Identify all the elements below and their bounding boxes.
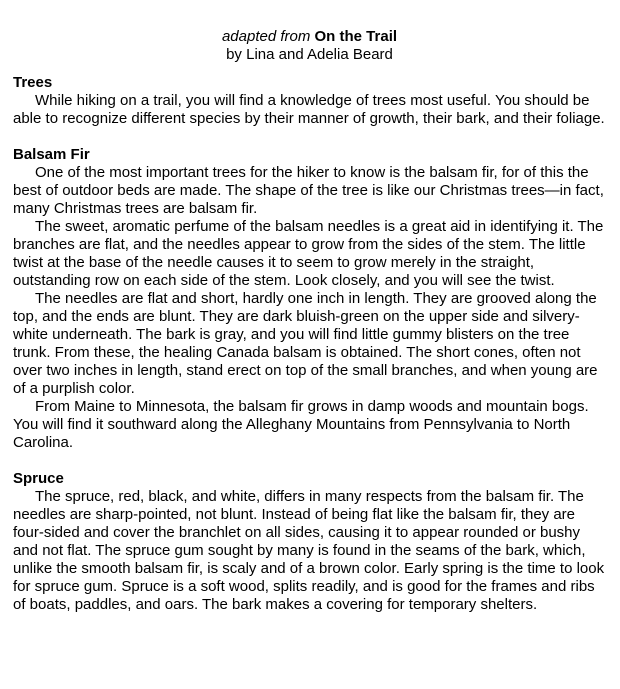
source-line [13, 28, 606, 46]
section-heading: Balsam Fir [13, 146, 90, 163]
byline: by Lina and Adelia Beard [226, 46, 393, 63]
book-title: On the Trail [314, 28, 398, 45]
paragraph: From Maine to Minnesota, the balsam fir grows in damp woods and mountain bogs. You will find it southward along the Alleghany Mountains from Pennsylvania to North Carolina. [13, 398, 589, 451]
section-trees [13, 74, 606, 128]
paragraph: One of the most important trees for the hiker to know is the balsam fir, for of this the best of outdoor beds are made. The shape of the tree is like our Christmas trees—in fact, many Christmas trees are balsam fir. [13, 164, 604, 217]
section-heading: Trees [13, 74, 53, 91]
paragraph: The needles are flat and short, hardly one inch in length. They are grooved along the top, and the ends are blunt. They are dark bluish-green on the upper side and silvery-white underneath. The bark is gray, and you will find little gummy blisters on the tree trunk. From these, the healing Canada balsam is obtained. The short cones, often not over two inches in length, stand erect on top of the small branches, and when young are of a purplish color. [13, 290, 598, 397]
paragraph: The sweet, aromatic perfume of the balsam needles is a great aid in identifying it. The branches are flat, and the needles appear to grow from the sides of the stem. The little twist at the base of the needle causes it to seem to grow merely in the straight, outstanding row on each side of the stem. Look closely, and you will see the twist. [13, 218, 604, 289]
paragraph: The spruce, red, black, and white, differs in many respects from the balsam fir. The needles are sharp-pointed, not blunt. Instead of being flat like the balsam fir, they are four-sided and cover the branchlet on all sides, causing it to appear rounded or bushy and not flat. The spruce gum sought by many is found in the seams of the bark, which, unlike the smooth balsam fir, is scaly and of a brown color. Early spring is the time to look for spruce gum. Spruce is a soft wood, splits readily, and is good for the frames and ribs of boats, paddles, and oars. The bark makes a covering for temporary shelters. [13, 488, 605, 613]
section-spruce [13, 470, 606, 614]
section-balsam-fir [13, 146, 606, 452]
paragraph: While hiking on a trail, you will find a knowledge of trees most useful. You should be able to recognize different species by their manner of growth, their bark, and their foliage. [13, 92, 605, 127]
section-heading: Spruce [13, 470, 64, 487]
document-header [13, 28, 606, 64]
source-prefix: adapted from [221, 28, 311, 45]
